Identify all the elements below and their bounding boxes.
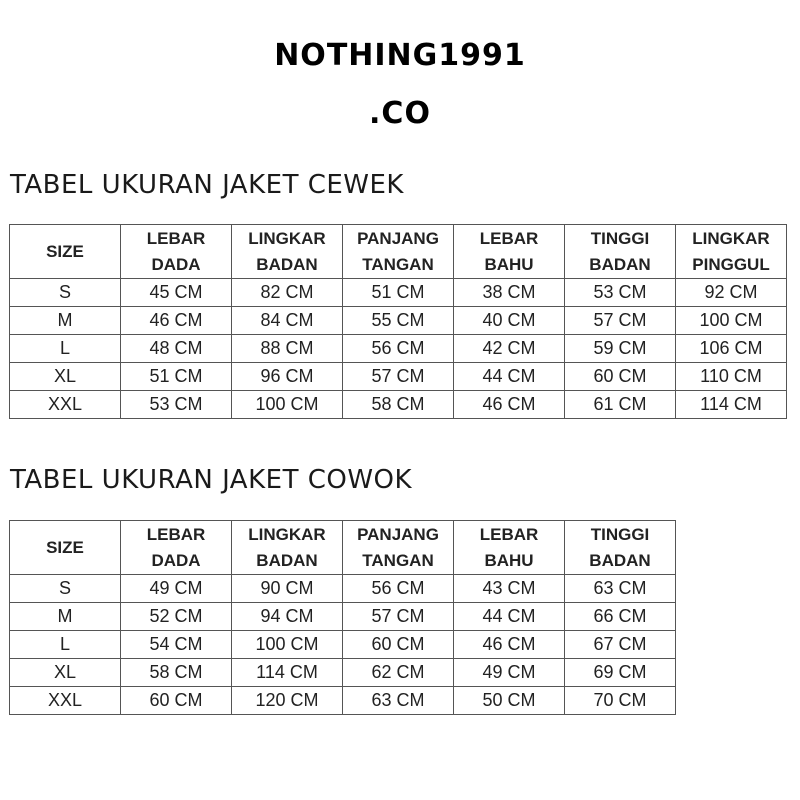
size-label-cell: M — [10, 307, 121, 335]
measurement-cell: 51 CM — [343, 279, 454, 307]
column-header-text: BADAN — [256, 550, 318, 570]
measurement-cell: 114 CM — [676, 391, 787, 419]
measurement-cell: 60 CM — [343, 631, 454, 659]
measurement-cell: 100 CM — [232, 391, 343, 419]
measurement-cell: 92 CM — [676, 279, 787, 307]
measurement-cell: 100 CM — [232, 631, 343, 659]
column-header-text: BADAN — [589, 550, 651, 570]
column-header-text: LINGKAR — [248, 524, 326, 544]
measurement-cell: 96 CM — [232, 363, 343, 391]
column-header-text: BADAN — [589, 254, 651, 274]
table-row — [10, 575, 676, 603]
table-row — [10, 279, 787, 307]
women-table-title: TABEL UKURAN JAKET CEWEK — [10, 170, 404, 200]
measurement-cell: 62 CM — [343, 659, 454, 687]
men-table-title: TABEL UKURAN JAKET COWOK — [10, 465, 413, 495]
measurement-cell: 50 CM — [454, 687, 565, 715]
column-header-text: DADA — [151, 254, 201, 274]
measurement-cell: 45 CM — [121, 279, 232, 307]
column-header-text: LINGKAR — [248, 228, 326, 248]
table-row — [10, 307, 787, 335]
column-header — [232, 225, 343, 279]
measurement-cell: 66 CM — [565, 603, 676, 631]
column-header-text: DADA — [151, 550, 201, 570]
column-header-text: TANGAN — [362, 254, 434, 274]
column-header-text: LEBAR — [146, 228, 206, 248]
measurement-cell: 94 CM — [232, 603, 343, 631]
column-header — [454, 521, 565, 575]
measurement-cell: 110 CM — [676, 363, 787, 391]
size-label-cell: L — [10, 631, 121, 659]
size-label-cell: XL — [10, 363, 121, 391]
measurement-cell: 61 CM — [565, 391, 676, 419]
table-row — [10, 363, 787, 391]
measurement-cell: 38 CM — [454, 279, 565, 307]
column-header-text: LEBAR — [146, 524, 206, 544]
column-header-text: TANGAN — [362, 550, 434, 570]
column-header-text: SIZE — [46, 241, 84, 261]
measurement-cell: 58 CM — [343, 391, 454, 419]
size-label-cell: S — [10, 279, 121, 307]
men-size-table — [9, 520, 676, 715]
column-header-text: PANJANG — [357, 228, 439, 248]
measurement-cell: 60 CM — [565, 363, 676, 391]
column-header — [565, 521, 676, 575]
measurement-cell: 49 CM — [454, 659, 565, 687]
column-header — [232, 521, 343, 575]
column-header-text: LINGKAR — [692, 228, 770, 248]
column-header-text: BAHU — [484, 550, 534, 570]
measurement-cell: 53 CM — [565, 279, 676, 307]
table-header-row — [10, 225, 787, 279]
measurement-cell: 69 CM — [565, 659, 676, 687]
brand-name: NOTHING1991 — [274, 38, 526, 73]
column-header-text: BAHU — [484, 254, 534, 274]
measurement-cell: 90 CM — [232, 575, 343, 603]
measurement-cell: 106 CM — [676, 335, 787, 363]
column-header — [10, 225, 121, 279]
column-header — [676, 225, 787, 279]
column-header — [121, 521, 232, 575]
table-row — [10, 335, 787, 363]
table-row — [10, 687, 676, 715]
measurement-cell: 48 CM — [121, 335, 232, 363]
measurement-cell: 63 CM — [343, 687, 454, 715]
column-header — [121, 225, 232, 279]
column-header-text: LEBAR — [479, 524, 539, 544]
measurement-cell: 40 CM — [454, 307, 565, 335]
column-header-text: SIZE — [46, 537, 84, 557]
size-label-cell: M — [10, 603, 121, 631]
measurement-cell: 59 CM — [565, 335, 676, 363]
women-size-table — [9, 224, 787, 419]
table-row — [10, 391, 787, 419]
column-header — [565, 225, 676, 279]
column-header — [343, 225, 454, 279]
measurement-cell: 46 CM — [121, 307, 232, 335]
measurement-cell: 44 CM — [454, 603, 565, 631]
measurement-cell: 114 CM — [232, 659, 343, 687]
column-header — [454, 225, 565, 279]
measurement-cell: 56 CM — [343, 335, 454, 363]
table-header-row — [10, 521, 676, 575]
size-label-cell: S — [10, 575, 121, 603]
column-header-text: BADAN — [256, 254, 318, 274]
column-header-text: TINGGI — [590, 524, 650, 544]
column-header-text: PINGGUL — [692, 254, 770, 274]
measurement-cell: 100 CM — [676, 307, 787, 335]
measurement-cell: 55 CM — [343, 307, 454, 335]
size-label-cell: L — [10, 335, 121, 363]
table-row — [10, 603, 676, 631]
measurement-cell: 57 CM — [565, 307, 676, 335]
measurement-cell: 57 CM — [343, 603, 454, 631]
measurement-cell: 67 CM — [565, 631, 676, 659]
measurement-cell: 120 CM — [232, 687, 343, 715]
measurement-cell: 56 CM — [343, 575, 454, 603]
measurement-cell: 43 CM — [454, 575, 565, 603]
measurement-cell: 88 CM — [232, 335, 343, 363]
measurement-cell: 46 CM — [454, 391, 565, 419]
column-header — [343, 521, 454, 575]
size-label-cell: XL — [10, 659, 121, 687]
measurement-cell: 60 CM — [121, 687, 232, 715]
measurement-cell: 54 CM — [121, 631, 232, 659]
measurement-cell: 84 CM — [232, 307, 343, 335]
column-header-text: LEBAR — [479, 228, 539, 248]
measurement-cell: 58 CM — [121, 659, 232, 687]
measurement-cell: 52 CM — [121, 603, 232, 631]
measurement-cell: 53 CM — [121, 391, 232, 419]
measurement-cell: 63 CM — [565, 575, 676, 603]
measurement-cell: 70 CM — [565, 687, 676, 715]
measurement-cell: 44 CM — [454, 363, 565, 391]
size-label-cell: XXL — [10, 687, 121, 715]
column-header-text: TINGGI — [590, 228, 650, 248]
size-label-cell: XXL — [10, 391, 121, 419]
column-header-text: PANJANG — [357, 524, 439, 544]
brand-domain: .CO — [369, 96, 431, 131]
measurement-cell: 82 CM — [232, 279, 343, 307]
measurement-cell: 42 CM — [454, 335, 565, 363]
measurement-cell: 49 CM — [121, 575, 232, 603]
measurement-cell: 46 CM — [454, 631, 565, 659]
table-row — [10, 659, 676, 687]
column-header — [10, 521, 121, 575]
measurement-cell: 57 CM — [343, 363, 454, 391]
table-row — [10, 631, 676, 659]
measurement-cell: 51 CM — [121, 363, 232, 391]
